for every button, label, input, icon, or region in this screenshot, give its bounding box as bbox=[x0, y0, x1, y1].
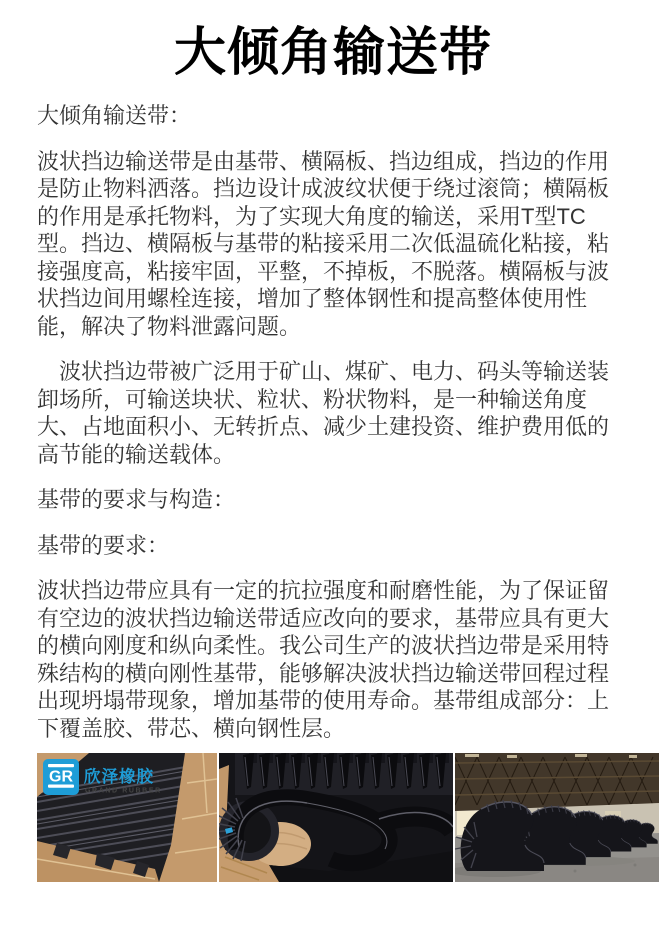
photo-sidewall-belt-sheet bbox=[37, 753, 217, 882]
photo-sidewall-belt-loop bbox=[219, 753, 453, 882]
article-body bbox=[37, 102, 629, 882]
paragraph-belt-applications: 波状挡边带被广泛用于矿山、煤矿、电力、码头等输送装卸场所，可输送块状、粒状、粉状物料，是一种输送角度大、占地面积小、无转折点、减少土建投资、维护费用低的高节能的输送载体。 bbox=[37, 359, 610, 467]
sidewall-belt-loop-illustration bbox=[219, 753, 453, 882]
paragraph-belt-composition: 波状挡边输送带是由基带、横隔板、挡边组成，挡边的作用是防止物料洒落。挡边设计成波纹状便于绕过滚筒；横隔板的作用是承托物料，为了实现大角度的输送，采用T型TC型。挡边、横隔板与基带的粘接采用二次低温硫化粘接，粘接强度高，粘接牢固，平整，不掉板，不脱落。横隔板与波状挡边间用螺栓连接，增加了整体钢性和提高整体使用性能，解决了物料泄露问题。 bbox=[37, 148, 610, 339]
product-photo-gallery bbox=[37, 753, 629, 882]
brand-name-en: GRAND RUBBER bbox=[85, 787, 162, 795]
sidewall-belt-sheet-illustration bbox=[37, 753, 217, 882]
conveyor-belt-article-page bbox=[0, 22, 666, 952]
heading-base-belt-requirements-and-structure: 基带的要求与构造： bbox=[37, 487, 236, 512]
warehouse-ceiling bbox=[455, 753, 659, 811]
brand-name-cn: 欣泽橡胶 bbox=[84, 768, 154, 786]
heading-base-belt-requirements: 基带的要求： bbox=[37, 532, 170, 558]
brand-monogram: GR bbox=[49, 768, 73, 786]
warehouse-belts-illustration bbox=[455, 753, 659, 882]
cleats bbox=[235, 753, 453, 795]
page-title: 大倾角输送带 bbox=[173, 24, 492, 82]
intro-label: 大倾角输送带： bbox=[37, 103, 192, 128]
photo-warehouse-belts bbox=[455, 753, 659, 882]
paragraph-base-belt-details: 波状挡边带应具有一定的抗拉强度和耐磨性能，为了保证留有空边的波状挡边输送带适应改向的要求，基带应具有更大的横向刚度和纵向柔性。我公司生产的波状挡边带是采用特殊结构的横向刚性基带，能够解决波状挡边输送带回程过程出现坍塌带现象，增加基带的使用寿命。基带组成部分：上下覆盖胶、带芯、横向钢性层。 bbox=[37, 578, 610, 741]
